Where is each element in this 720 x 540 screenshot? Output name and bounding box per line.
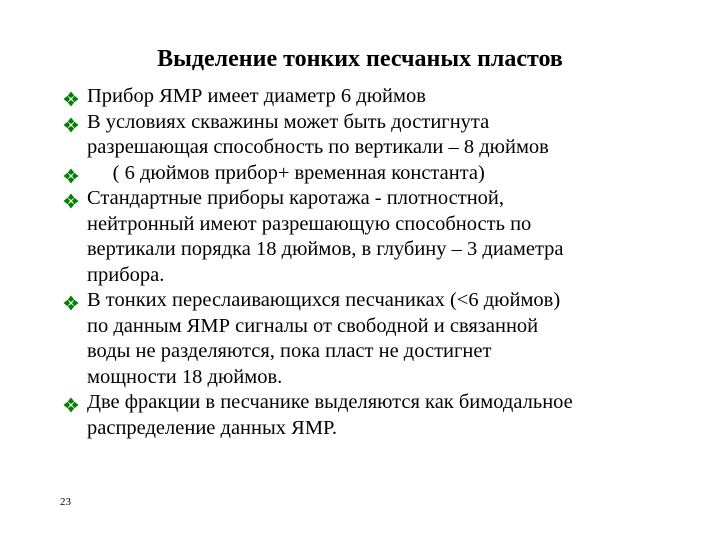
four-petal-diamond-icon bbox=[63, 293, 79, 309]
bullet-item bbox=[63, 288, 703, 390]
page-number: 23 bbox=[60, 496, 71, 508]
bullet-list bbox=[63, 84, 703, 441]
bullet-line: нейтронный имеют разрешающую способность по bbox=[87, 212, 532, 235]
four-petal-diamond-icon bbox=[63, 166, 79, 182]
bullet-item bbox=[63, 84, 703, 110]
bullet-line: прибора. bbox=[87, 263, 165, 286]
bullet-line: разрешающая способность по вертикали – 8 дюймов bbox=[87, 136, 549, 158]
bullet-item bbox=[63, 390, 703, 441]
bullet-item bbox=[63, 110, 703, 161]
bullet-line: В тонких переслаивающихся песчаниках (<6 дюймов) bbox=[87, 289, 561, 311]
four-petal-diamond-icon bbox=[63, 89, 79, 105]
bullet-line: распределение данных ЯМР. bbox=[87, 416, 338, 439]
four-petal-diamond-icon bbox=[63, 191, 79, 207]
bullet-line: мощности 18 дюймов. bbox=[87, 365, 283, 388]
four-petal-diamond-icon bbox=[63, 395, 79, 411]
bullet-line: вертикали порядка 18 дюймов, в глубину – 3 диаметра bbox=[87, 238, 564, 260]
bullet-line: Прибор ЯМР имеет диаметр 6 дюймов bbox=[87, 85, 426, 107]
bullet-item bbox=[63, 186, 703, 288]
bullet-line: по данным ЯМР сигналы от свободной и связанной bbox=[87, 314, 539, 337]
bullet-line: В условиях скважины может быть достигнута bbox=[87, 110, 490, 133]
bullet-line: воды не разделяются, пока пласт не достигнет bbox=[87, 340, 492, 362]
bullet-line: ( 6 дюймов прибор+ временная константа) bbox=[87, 161, 485, 184]
bullet-line: Стандартные приборы каротажа - плотностной, bbox=[87, 187, 505, 209]
four-petal-diamond-icon bbox=[63, 115, 79, 131]
bullet-line: Две фракции в песчанике выделяются как бимодальное bbox=[87, 391, 573, 413]
bullet-item bbox=[63, 161, 703, 187]
slide-title: Выделение тонких песчаных пластов bbox=[157, 46, 563, 72]
